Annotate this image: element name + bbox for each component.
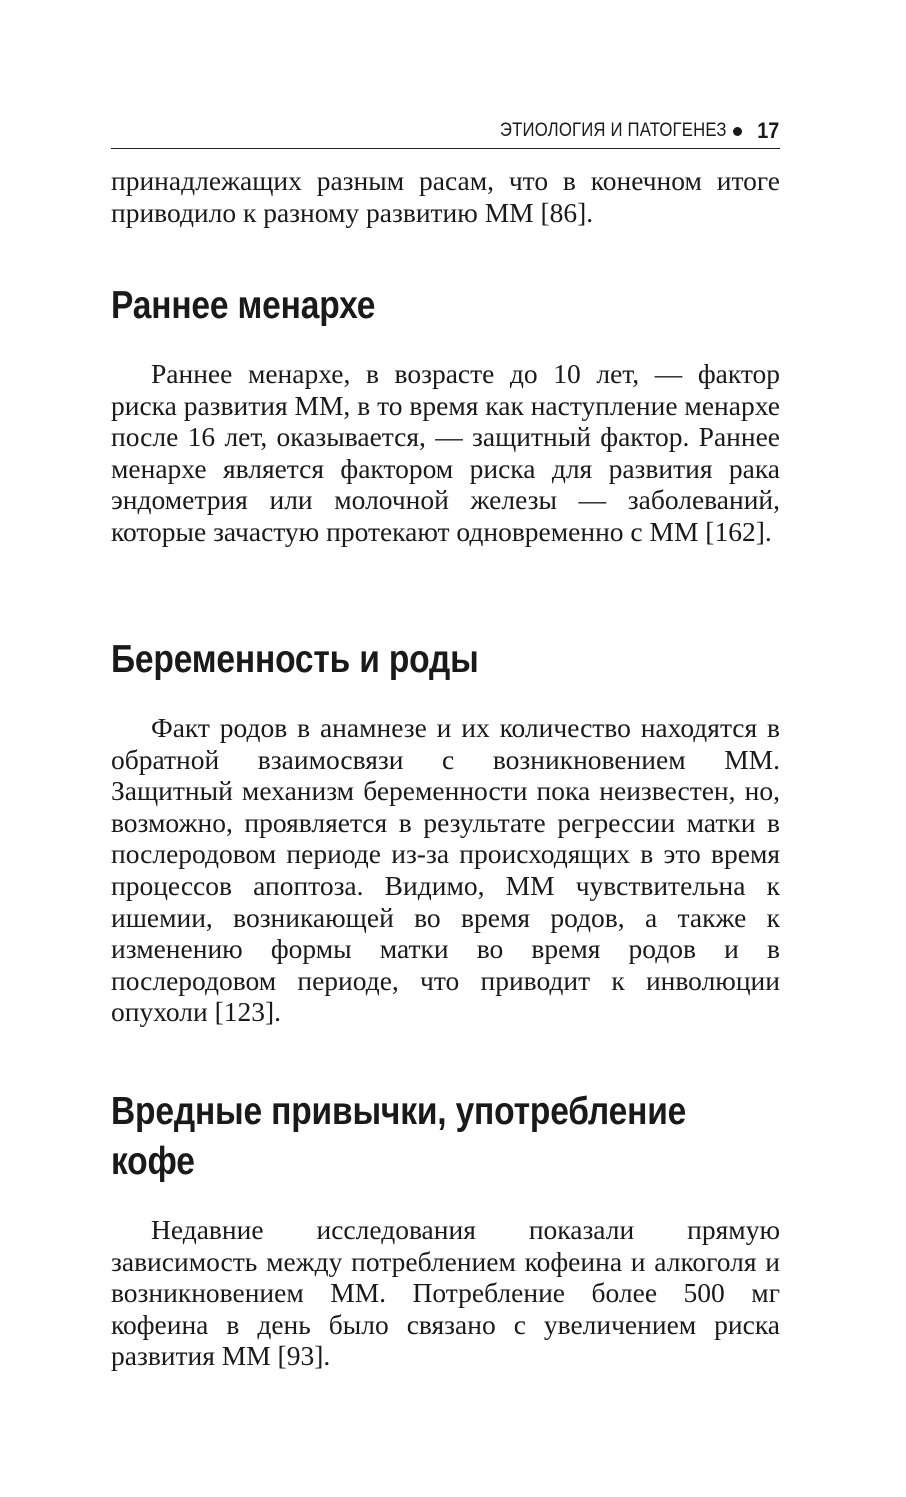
section-paragraph-pregnancy: Факт родов в анамнезе и их количество находятся в обратной взаимосвязи с возникновением ММ. Защитный механизм беременности пока неизвестен, но, возможно, проявляется в результате регрессии матки в послеродовом периоде из-за происходящих в это время процессов апоптоза. Видимо, ММ чувствительна к ишемии, возникающей во время родов, а также к изменению формы матки во время родов и в послеродовом периоде, что приводит к инволюции опухоли [123]. [111,712,780,1028]
section-heading-habits-coffee: Вредные привычки, употребление кофе [111,1090,687,1183]
bullet-separator-icon [733,127,742,136]
section-paragraph-early-menarche: Раннее менархе, в возрасте до 10 лет, — фактор риска развития ММ, в то время как наступление менархе после 16 лет, оказывается, — защитный фактор. Раннее менархе является фактором риска для развития рака эндометрия или молочной железы — заболеваний, которые зачастую протекают одновременно с ММ [162]. [111,358,780,547]
running-title: ЭТИОЛОГИЯ И ПАТОГЕНЕЗ [499,120,727,141]
intro-paragraph: принадлежащих разным расам, что в конечном итоге приводило к разному развитию ММ [86]. [111,165,780,228]
section-paragraph-habits-coffee: Недавние исследования показали прямую зависимость между потреблением кофеина и алкоголя и возникновением ММ. Потребление более 500 мг кофеина в день было связано с увеличением риска развития ММ [93]. [111,1214,780,1372]
section-heading-early-menarche: Раннее менархе [111,284,376,327]
running-header [111,114,780,149]
page-number: 17 [756,118,779,143]
section-heading-pregnancy: Беременность и роды [111,638,479,681]
